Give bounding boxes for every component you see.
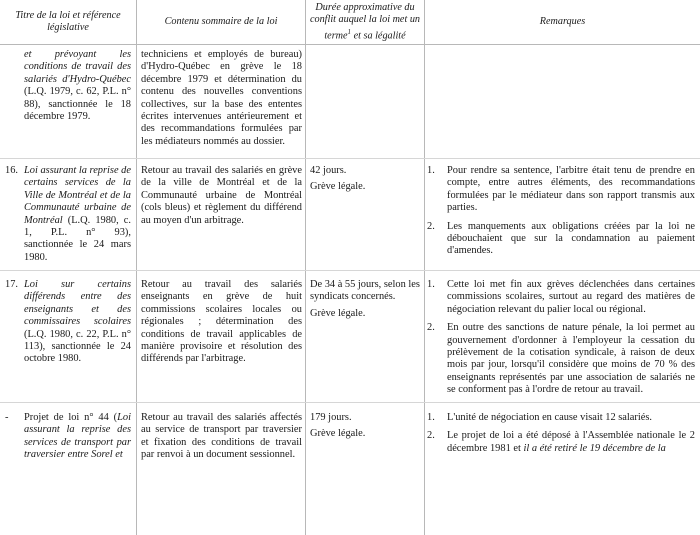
row1-duration [310,165,422,198]
row2-legality: Grève légale. [310,307,366,319]
row-divider [0,402,700,403]
row1-number: 16. [5,165,18,176]
row2-remarks [427,279,695,403]
row3-duration [310,412,422,445]
header-col3-text [306,2,424,42]
row2-title-italic: Loi sur certains différends entre des enseignants et des commissaires scolaires [24,279,131,328]
remark-item [427,322,695,396]
row-divider [0,270,700,271]
row1-title [24,165,131,264]
header-rule [0,44,700,45]
row3-title-plain: Projet de loi n° 44 ( [24,412,118,423]
row0-title [24,49,131,123]
header-content [137,0,305,44]
footnote-marker: 1 [347,27,352,36]
row3-legality: Grève légale. [310,428,366,440]
column-divider [136,0,137,535]
row1-content-text: Retour au travail des salariés en grève de la ville de Montréal et de la Communauté urbaine de Montréal (cols bleus) et règlement du différend au moyen d'un arbitrage. [141,165,302,226]
remark-text: Pour rendre sa sentence, l'arbitre était tenu de prendre en compte, entre autres éléments, des recommandations formulées par le médiateur dans son rapport transmis aux parties. [447,165,695,214]
remark-number: 2. [427,322,435,334]
row2-duration [310,279,422,324]
header-title-reference [0,0,136,44]
column-divider [424,0,425,535]
remark-number: 1. [427,412,435,423]
header-col3-a: Durée approximative du conflit auquel la loi met un terme [309,1,421,42]
row2-number: 17. [5,279,18,290]
row0-title-italic: et prévoyant les conditions de travail des salariés d'Hydro-Québec [24,49,131,85]
row2-title [24,279,131,366]
header-duration [306,0,424,44]
remark-text: Les manquements aux obligations créées par la loi ne débouchaient que sur la condamnation au paiement d'amendes. [447,220,695,257]
header-remarks [425,0,700,44]
row0-content [141,49,302,148]
remark-number: 2. [427,220,435,232]
row3-duration-text: 179 jours. [310,412,352,423]
remark-number: 1. [427,279,435,290]
row1-remarks [427,165,695,264]
remark-item [427,430,695,455]
row2-duration-text: De 34 à 55 jours, selon les syndicats concernés. [310,279,420,303]
header-col2-text: Contenu sommaire de la loi [164,16,278,27]
row3-remarks [427,412,695,461]
row2-content-text: Retour au travail des salariés enseignants en grève de huit commissions scolaires locales ou régionales ; détermination des conditions de travail applicables de manière provisoire et résolution des différends par l'arbitrage. [141,279,302,365]
row0-title-ref: (L.Q. 1979, c. 62, P.L. n° 88), sanctionnée le 18 décembre 1979. [24,86,131,123]
header-col1-text: Titre de la loi et référence législative [15,10,121,33]
row1-title-italic: Loi assurant la reprise de certains services de la Ville de Montréal et de la Communauté urbaine de Montréal [24,165,131,226]
row1-title-ref: (L.Q. 1980, c. 1, P.L. n° 93), sanctionnée le 24 mars 1980. [24,214,131,263]
row3-content-text: Retour au travail des salariés affectés au service de transport par traversier et fixation des conditions de travail par renvoi à un document sessionnel. [141,412,302,461]
row1-duration-text: 42 jours. [310,165,347,176]
row0-content-text: techniciens et employés de bureau) d'Hydro-Québec en grève le 18 décembre 1979 et détermination du contenu des nouvelles conventions collectives, sur la base des ententes écrites intervenues antérieurement et des recommandations formulées par les médiateurs nommés au dossier. [141,49,302,147]
remark-number: 2. [427,430,435,442]
remark-item [427,165,695,215]
row1-content [141,165,302,227]
row2-title-ref: (L.Q. 1980, c. 22, P.L. n° 113), sanctionnée le 24 octobre 1980. [24,328,131,365]
header-col3-b: et sa légalité [351,30,406,42]
remark-text: Le projet de loi a été déposé à l'Assemblée nationale le 2 décembre 1981 et [447,430,695,454]
remark-item [427,221,695,258]
row3-title [24,412,131,462]
remark-text: En outre des sanctions de nature pénale, la loi permet au gouvernement d'ordonner à l'employeur la cessation du prélèvement de la cotisation syndicale, à raison de deux mois par jour, lorsqu'il considère que moins de 70 % des enseignants représentés par une association de salariés ne se conforment pas à l'ordre de retour au travail. [447,322,695,396]
row1-legality: Grève légale. [310,181,366,193]
remark-text: L'unité de négociation en cause visait 12 salariés. [447,412,652,423]
row2-content [141,279,302,366]
row3-content [141,412,302,462]
remark-item [427,412,695,424]
remark-item [427,279,695,316]
remark-number: 1. [427,165,435,176]
row-divider [0,158,700,159]
header-col4-text: Remarques [539,16,586,27]
row3-title-italic: Loi assurant la reprise des services de transport par traversier entre Sorel et [24,412,131,461]
remark-text: Cette loi met fin aux grèves déclenchées dans certaines commissions scolaires, surtout au regard des matières de négociation relevant du palier local ou régional. [447,279,695,315]
column-divider [305,0,306,535]
remark-text-italic: il a été retiré le 19 décembre de la [523,442,666,454]
row3-number: - [5,412,9,423]
